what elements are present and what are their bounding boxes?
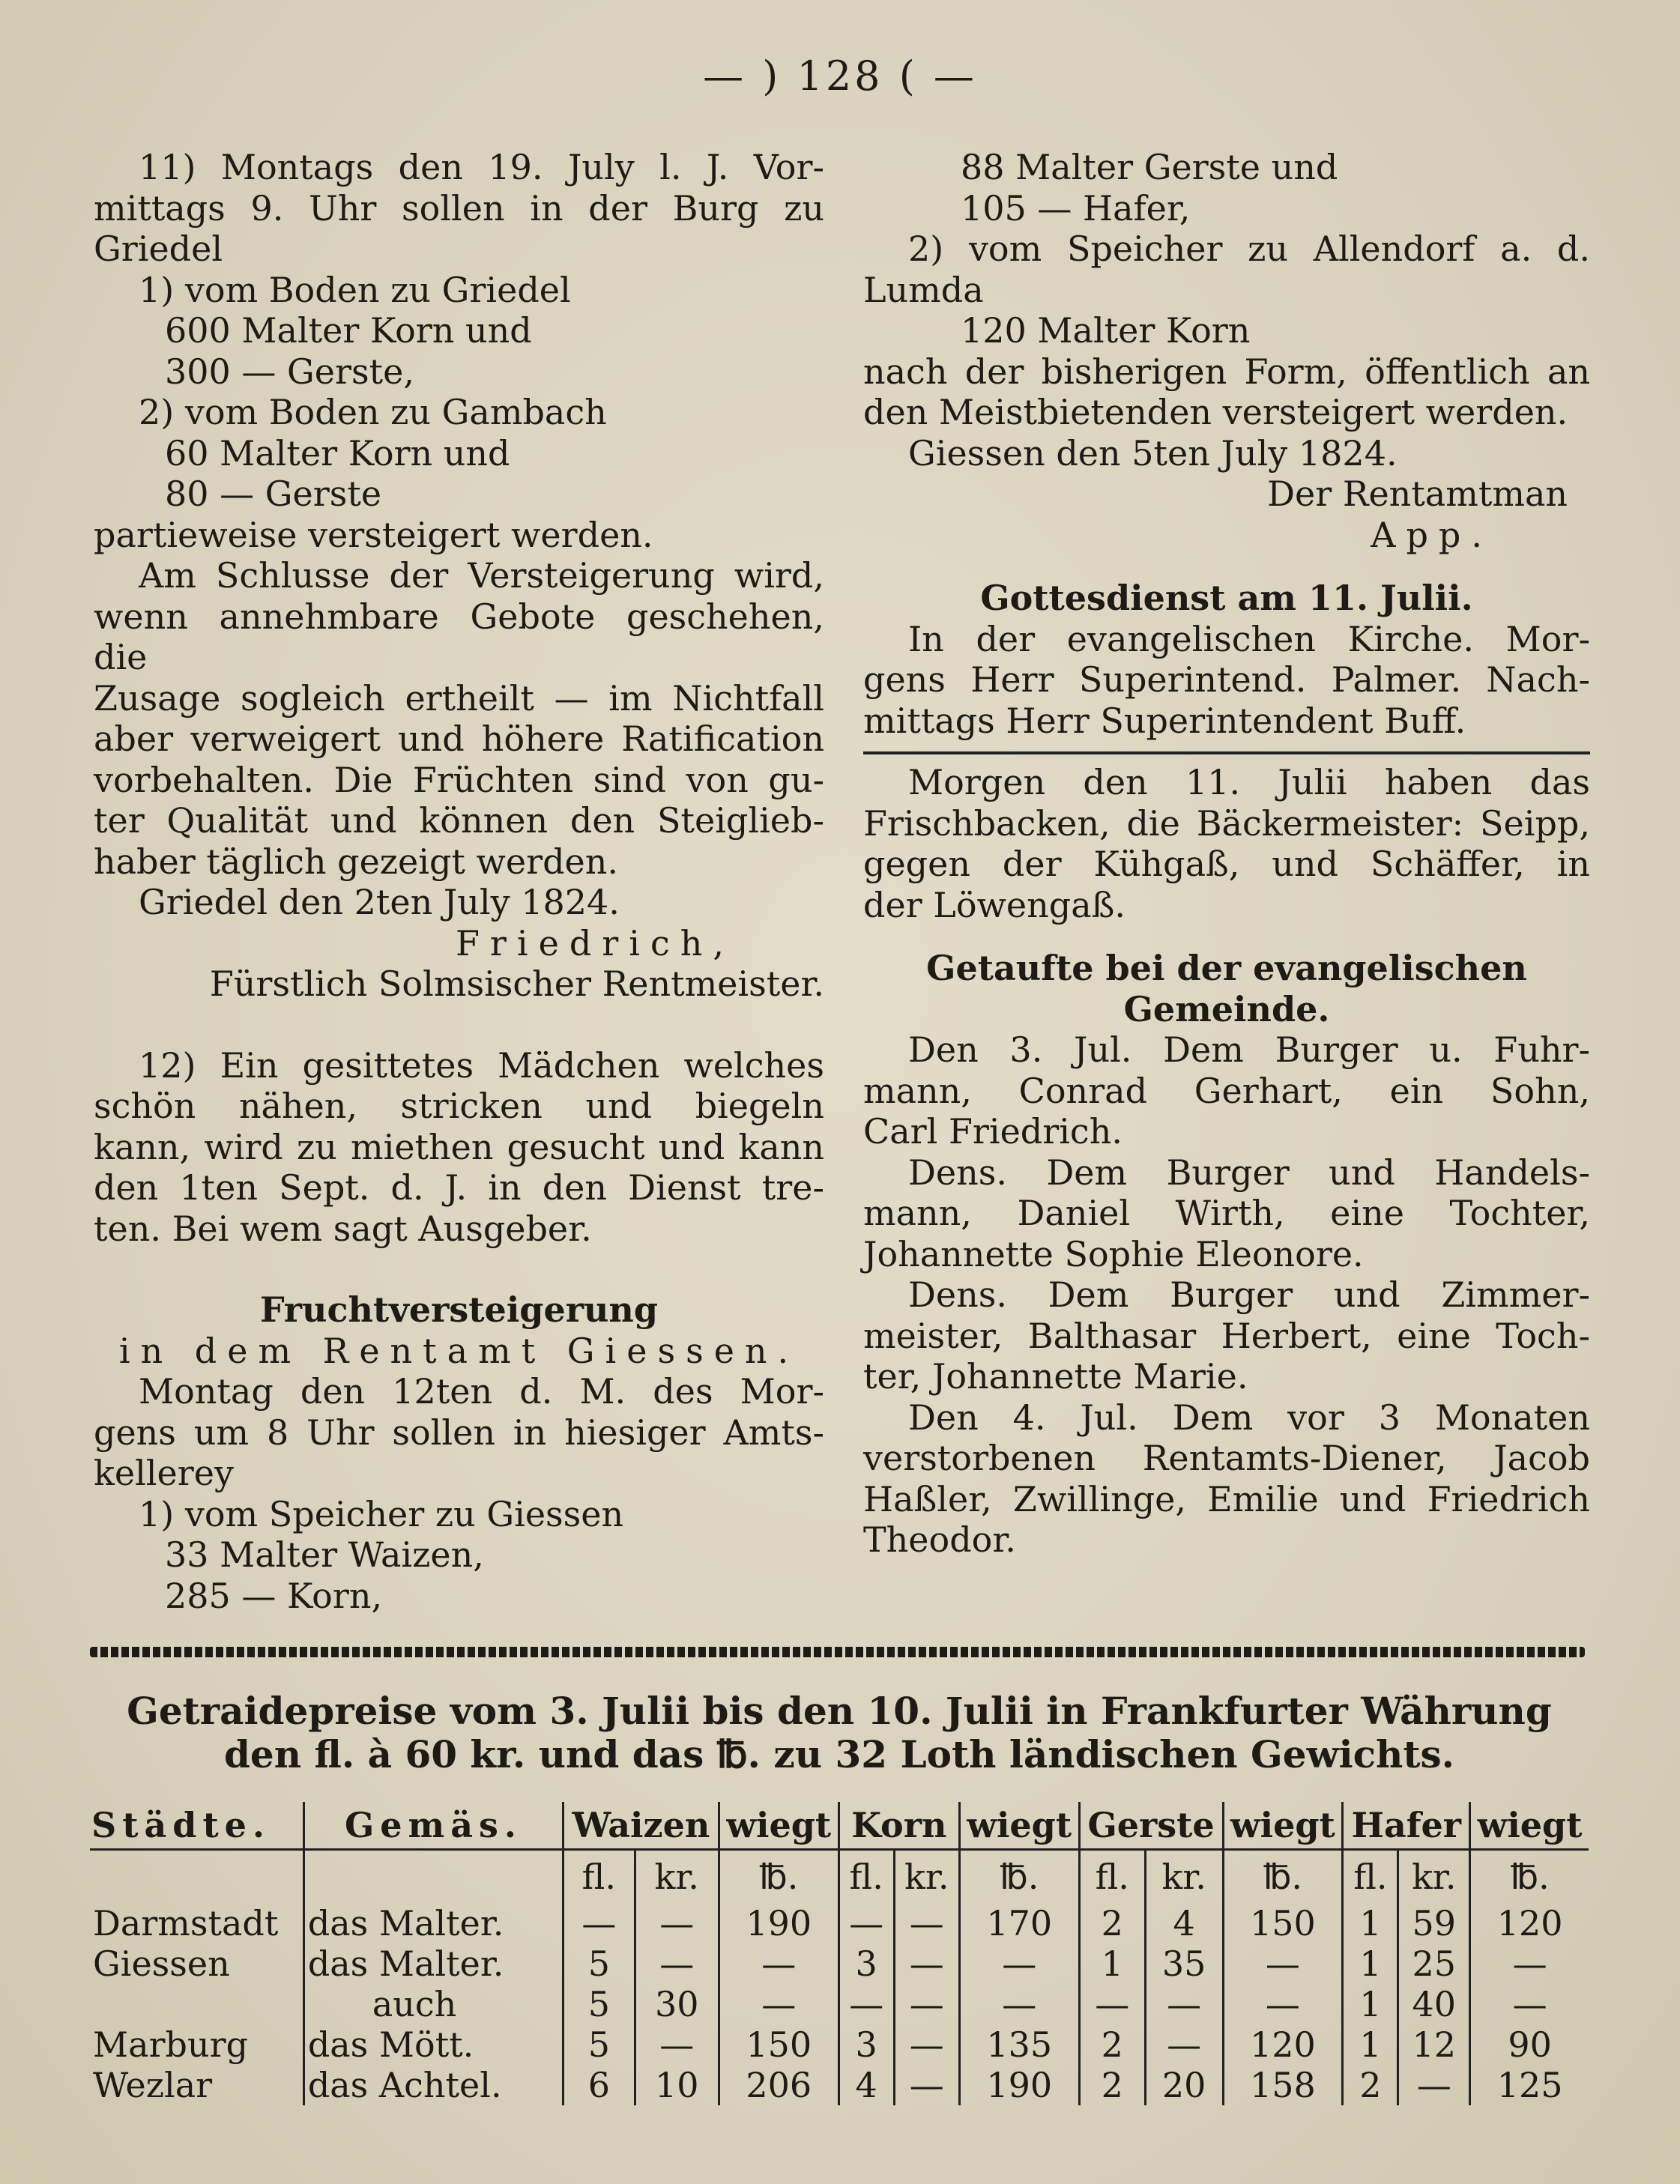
auction-subheading: in dem Rentamt Giessen. [118, 1330, 800, 1371]
column-header: Städte. [90, 1802, 303, 1850]
prices-title-line: Getraidepreise vom 3. Julii bis den 10. Julii in Frankfurter Währung [127, 1689, 1552, 1733]
auction-item-detail: 33 Malter Waizen, [165, 1534, 484, 1575]
unit-cell: fl. [1079, 1850, 1145, 1904]
prices-title-line: den fl. à 60 kr. und das ℔. zu 32 Loth ländischen Gewichts. [223, 1732, 1455, 1776]
unit-cell: ℔. [719, 1850, 839, 1904]
spacer [94, 1249, 824, 1289]
table-cell: das Malter. [303, 1943, 563, 1984]
column-header: Hafer [1343, 1802, 1470, 1850]
spacer [94, 1005, 824, 1045]
baptized-entry-line: Carl Friedrich. [863, 1111, 1122, 1152]
unit-cell: kr. [1145, 1850, 1223, 1904]
column-header: wiegt [1223, 1802, 1343, 1850]
table-cell: 190 [719, 1903, 839, 1943]
table-cell: 135 [959, 2024, 1079, 2065]
notice-11-item-detail: 600 Malter Korn und [165, 310, 532, 351]
bakers-line: der Löwengaß. [863, 884, 1125, 925]
table-cell: 2 [1343, 2065, 1398, 2105]
auction-date: Giessen den 5ten July 1824. [908, 432, 1398, 474]
table-cell [90, 1850, 303, 1904]
table-cell: — [719, 1943, 839, 1984]
column-header: Gerste [1079, 1802, 1223, 1850]
table-cell: 170 [959, 1903, 1079, 1943]
service-line: mittags Herr Superintendent Buff. [863, 700, 1466, 741]
notice-12-line: schön nähen, stricken und biegeln [94, 1086, 824, 1126]
table-cell: — [635, 1903, 719, 1943]
notice-12-line: den 1ten Sept. d. J. in den Dienst tre- [94, 1167, 824, 1208]
notice-11-body-line: haber täglich gezeigt werden. [94, 841, 619, 882]
unit-cell: ℔. [1223, 1850, 1343, 1904]
auction-body-line: Montag den 12ten d. M. des Mor- [139, 1371, 824, 1412]
baptized-entry-line: Haßler, Zwillinge, Emilie und Friedrich [863, 1478, 1590, 1519]
table-row [90, 1903, 1589, 1943]
spacer [863, 555, 1590, 578]
grain-prices-table [90, 1802, 1589, 2105]
table-cell: 25 [1398, 1943, 1470, 1984]
notice-11-body-line: vorbehalten. Die Früchten sind von gu- [94, 759, 824, 800]
table-cell: 3 [839, 2024, 894, 2065]
table-cell: 3 [839, 1943, 894, 1984]
table-cell: — [894, 2024, 959, 2065]
prices-title [90, 1690, 1589, 1776]
table-cell [303, 1850, 563, 1904]
table-cell: 5 [563, 1943, 635, 1984]
baptized-heading: Getaufte bei der evangelischen [926, 948, 1527, 988]
auction-item-detail: 105 — Hafer, [961, 187, 1191, 229]
table-cell: 59 [1398, 1903, 1470, 1943]
table-cell: 10 [635, 2065, 719, 2105]
table-cell: 40 [1398, 1984, 1470, 2024]
table-cell: — [839, 1903, 894, 1943]
notice-11-date: Griedel den 2ten July 1824. [139, 882, 620, 922]
table-cell: — [894, 1984, 959, 2024]
auction-body-line: kellerey [94, 1453, 234, 1493]
notice-11-body-line: ter Qualität und können den Steiglieb- [94, 800, 824, 841]
table-cell: — [1470, 1943, 1589, 1984]
table-cell: 1 [1343, 1943, 1398, 1984]
column-header: wiegt [719, 1802, 839, 1850]
table-cell: — [894, 2065, 959, 2105]
spacer [863, 925, 1590, 948]
notice-11-line: mittags 9. Uhr sollen in der Burg zu [94, 187, 824, 229]
ornamental-rule [90, 1647, 1585, 1657]
baptized-entry-line: Theodor. [863, 1519, 1016, 1560]
table-cell: 2 [1079, 2024, 1145, 2065]
table-cell: — [1145, 1984, 1223, 2024]
notice-12-line: ten. Bei wem sagt Ausgeber. [94, 1208, 592, 1249]
table-cell: das Mött. [303, 2024, 563, 2065]
table-cell: — [1145, 2024, 1223, 2065]
column-header: Waizen [563, 1802, 719, 1850]
auction-signature-title: Der Rentamtman [1267, 474, 1568, 514]
table-cell: — [1223, 1943, 1343, 1984]
right-column [863, 147, 1590, 1561]
baptized-entry-line: Den 4. Jul. Dem vor 3 Monaten [908, 1397, 1590, 1438]
notice-11-signature-name: Friedrich, [456, 922, 734, 964]
unit-cell: kr. [1398, 1850, 1470, 1904]
auction-item: 1) vom Speicher zu Giessen [139, 1493, 624, 1534]
column-header: Korn [839, 1802, 959, 1850]
table-cell: Giessen [93, 1943, 230, 1984]
table-cell: 4 [839, 2065, 894, 2105]
notice-12-line: kann, wird zu miethen gesucht und kann [94, 1126, 824, 1167]
table-cell: — [894, 1903, 959, 1943]
units-row [90, 1850, 1589, 1904]
auction-item: 2) vom Speicher zu Allendorf a. d. [908, 229, 1590, 269]
bakers-line: Morgen den 11. Julii haben das [908, 762, 1590, 802]
table-cell: 125 [1470, 2065, 1589, 2105]
page-number: — ) 128 ( — [703, 52, 977, 100]
notice-11-item: 2) vom Boden zu Gambach [139, 392, 607, 432]
table-cell: — [959, 1984, 1079, 2024]
unit-cell: fl. [839, 1850, 894, 1904]
table-cell: 190 [959, 2065, 1079, 2105]
unit-cell: ℔. [1470, 1850, 1589, 1904]
auction-body-line: nach der bisherigen Form, öffentlich an [863, 351, 1590, 392]
bakers-line: gegen der Kühgaß, und Schäffer, in [863, 844, 1590, 884]
notice-11-item: 1) vom Boden zu Griedel [139, 269, 571, 310]
unit-cell: ℔. [959, 1850, 1079, 1904]
baptized-entry-line: Dens. Dem Burger und Handels- [908, 1152, 1590, 1193]
notice-11-item-detail: 60 Malter Korn und [165, 432, 510, 474]
table-cell: 120 [1470, 1903, 1589, 1943]
service-line: gens Herr Superintend. Palmer. Nach- [863, 659, 1590, 700]
baptized-entry-line: Johannette Sophie Eleonore. [863, 1233, 1364, 1274]
table-cell: — [959, 1943, 1079, 1984]
table-cell: 5 [563, 1984, 635, 2024]
table-cell: Darmstadt [93, 1903, 279, 1943]
table-cell: das Achtel. [303, 2065, 563, 2105]
table-cell: 1 [1343, 1903, 1398, 1943]
table-cell: 150 [719, 2024, 839, 2065]
baptized-entry-line: Den 3. Jul. Dem Burger u. Fuhr- [908, 1029, 1590, 1070]
table-cell: 30 [635, 1984, 719, 2024]
table-cell: — [839, 1984, 894, 2024]
table-cell: — [1470, 1984, 1589, 2024]
auction-item-detail: 120 Malter Korn [961, 310, 1251, 351]
table-cell: 2 [1079, 2065, 1145, 2105]
notice-12-line: 12) Ein gesittetes Mädchen welches [139, 1044, 824, 1086]
auction-body-line: gens um 8 Uhr sollen in hiesiger Amts- [94, 1412, 824, 1453]
baptized-entry-line: Dens. Dem Burger und Zimmer- [908, 1274, 1590, 1315]
table-cell: 12 [1398, 2024, 1470, 2065]
table-cell: — [635, 2024, 719, 2065]
column-header: Gemäs. [303, 1802, 563, 1850]
table-row [90, 2024, 1589, 2065]
notice-11-line: 11) Montags den 19. July l. J. Vor- [139, 147, 824, 187]
service-heading: Gottesdienst am 11. Julii. [980, 578, 1473, 618]
table-cell: — [894, 1943, 959, 1984]
unit-cell: kr. [894, 1850, 959, 1904]
auction-item-detail: 88 Malter Gerste und [961, 147, 1338, 187]
table-row [90, 1984, 1589, 2024]
table-row [90, 2065, 1589, 2105]
table-cell: — [719, 1984, 839, 2024]
column-header: wiegt [1470, 1802, 1589, 1850]
notice-11-item-detail: 80 — Gerste [165, 474, 382, 514]
column-header: wiegt [959, 1802, 1079, 1850]
left-column [94, 147, 824, 1616]
table-cell: 158 [1223, 2065, 1343, 2105]
table-cell: 120 [1223, 2024, 1343, 2065]
auction-item-detail: 285 — Korn, [165, 1575, 383, 1616]
auction-item: Lumda [863, 269, 984, 310]
baptized-heading: Gemeinde. [1123, 988, 1330, 1029]
unit-cell: fl. [1343, 1850, 1398, 1904]
baptized-entry-line: mann, Conrad Gerhart, ein Sohn, [863, 1070, 1590, 1111]
unit-cell: kr. [635, 1850, 719, 1904]
table-cell [90, 1984, 303, 2024]
notice-11-body-line: Zusage sogleich ertheilt — im Nichtfall [94, 677, 824, 719]
table-cell: 1 [1343, 1984, 1398, 2024]
notice-11-body-line: wenn annehmbare Gebote geschehen, die [94, 596, 824, 677]
table-header-row [90, 1802, 1589, 1850]
bakers-line: Frischbacken, die Bäckermeister: Seipp, [863, 802, 1590, 844]
baptized-entry-line: mann, Daniel Wirth, eine Tochter, [863, 1193, 1590, 1233]
table-cell: — [1223, 1984, 1343, 2024]
table-cell: 5 [563, 2024, 635, 2065]
table-cell: — [1398, 2065, 1470, 2105]
table-cell: — [563, 1903, 635, 1943]
table-cell: auch [303, 1984, 563, 2024]
section-rule [863, 751, 1590, 754]
table-cell: 20 [1145, 2065, 1223, 2105]
table-row [90, 1943, 1589, 1984]
table-cell: 4 [1145, 1903, 1223, 1943]
service-line: In der evangelischen Kirche. Mor- [908, 618, 1590, 659]
auction-signature-name: App. [1371, 514, 1493, 555]
baptized-entry-line: meister, Balthasar Herbert, eine Toch- [863, 1315, 1590, 1356]
table-cell: Wezlar [93, 2065, 213, 2105]
table-cell: 2 [1079, 1903, 1145, 1943]
notice-11-signature-title: Fürstlich Solmsischer Rentmeister. [209, 964, 824, 1004]
notice-11-line: partieweise versteigert werden. [94, 514, 653, 555]
table-cell: 1 [1343, 2024, 1398, 2065]
notice-11-body-line: aber verweigert und höhere Ratification [94, 719, 824, 759]
table-cell: 35 [1145, 1943, 1223, 1984]
auction-body-line: den Meistbietenden versteigert werden. [863, 392, 1568, 432]
table-cell: 206 [719, 2065, 839, 2105]
table-cell: 150 [1223, 1903, 1343, 1943]
notice-11-body-line: Am Schlusse der Versteigerung wird, [139, 555, 824, 596]
baptized-entry-line: verstorbenen Rentamts-Diener, Jacob [863, 1438, 1590, 1478]
baptized-entry-line: ter, Johannette Marie. [863, 1356, 1248, 1397]
table-cell: das Malter. [303, 1903, 563, 1943]
notice-11-item-detail: 300 — Gerste, [165, 351, 414, 392]
auction-heading: Fruchtversteigerung [259, 1289, 659, 1330]
table-cell: 90 [1470, 2024, 1589, 2065]
table-cell: 6 [563, 2065, 635, 2105]
table-cell: — [635, 1943, 719, 1984]
table-cell: — [1079, 1984, 1145, 2024]
notice-11-line: Griedel [94, 229, 223, 269]
table-cell: 1 [1079, 1943, 1145, 1984]
table-cell: Marburg [93, 2024, 249, 2065]
unit-cell: fl. [563, 1850, 635, 1904]
